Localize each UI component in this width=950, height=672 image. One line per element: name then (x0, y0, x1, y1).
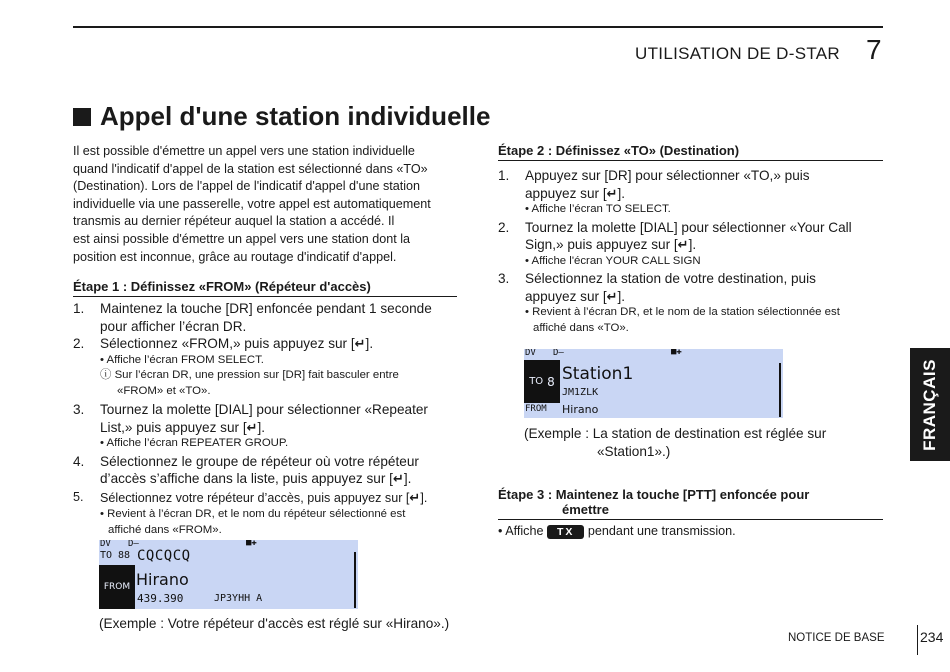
sub-note: • Affiche l’écran TO SELECT. (525, 203, 671, 215)
lcd-display-from (99, 540, 358, 609)
step-text: Tournez la molette [DIAL] pour sélectionner «Your Call (525, 219, 852, 235)
step1-heading: Étape 1 : Définissez «FROM» (Répéteur d'accès) (73, 279, 457, 297)
intro-line: Il est possible d'émettre un appel vers une station individuelle (73, 144, 415, 158)
enter-key-icon: ↵ (606, 288, 618, 304)
lcd-to-name: Station1 (562, 364, 634, 384)
step-text: Sélectionnez «FROM,» puis appuyez sur [ (100, 336, 355, 352)
info-icon: ⓘ (100, 369, 112, 382)
intro-line: position est inconnue, grâce au routage d'indicatif d'appel. (73, 249, 397, 264)
section-title-text: Appel d'une station individuelle (100, 101, 491, 131)
lcd-to-label: TO (100, 550, 113, 561)
sub-note: • Affiche l'écran YOUR CALL SIGN (525, 254, 701, 267)
step-number: 1. (73, 301, 85, 317)
step2-item-3 (498, 270, 883, 336)
intro-line: est ainsi possible d'émettre un appel vers une station dont la (73, 231, 411, 246)
step3-heading-line: Étape 3 : Maintenez la touche [PTT] enfoncée pour (498, 487, 810, 502)
step1-list (73, 300, 457, 488)
step-text: Maintenez la touche [DR] enfoncée pendant 1 seconde (100, 301, 432, 317)
footer-rule (917, 625, 918, 655)
step-number: 4. (73, 453, 85, 469)
step3-heading-line: émettre (562, 502, 609, 517)
lcd-to-callsign: JM1ZLK (562, 387, 599, 398)
lcd-signal-icon: ■✚ (671, 349, 682, 357)
step-number: 1. (498, 168, 510, 183)
tx-indicator-icon: TX (547, 525, 584, 539)
step-text: pour afficher l’écran DR. (100, 318, 247, 334)
step-text: ]. (420, 490, 428, 505)
step-text: ]. (617, 185, 626, 201)
intro-line: quand l'indicatif d'appel de la station est sélectionné dans «TO» (73, 161, 428, 176)
sub-note: affiché dans «TO». (533, 321, 629, 334)
step1-item-5 (73, 489, 457, 539)
step2-list (498, 167, 883, 336)
enter-key-icon: ↵ (409, 489, 421, 505)
intro-paragraph (73, 143, 457, 266)
lcd-edge (779, 363, 781, 417)
lcd-d-label: D– (553, 349, 564, 358)
chapter-number: 7 (866, 34, 882, 65)
step-text: ]. (257, 419, 266, 435)
lcd-from-name: Hirano (136, 570, 189, 589)
language-tab-label: FRANÇAIS (920, 358, 939, 451)
chapter-title: UTILISATION DE D-STAR (635, 44, 840, 63)
step1-item-3 (73, 401, 457, 452)
step-number: 3. (498, 271, 510, 286)
step3-text: • Affiche (498, 524, 547, 538)
sub-note: «FROM» et «TO». (117, 384, 211, 397)
lcd-from-label: FROM (99, 565, 135, 609)
section-bullet-icon (73, 108, 91, 126)
enter-key-icon: ↵ (606, 185, 618, 201)
sub-note: Sur l’écran DR, une pression sur [DR] fait basculer entre (111, 369, 399, 382)
step-number: 2. (73, 336, 85, 352)
step-text: Sélectionnez le groupe de répéteur où votre répéteur (100, 453, 419, 469)
step-text: appuyez sur [ (525, 288, 607, 304)
caption-line: (Exemple : La station de destination est réglée sur (524, 426, 827, 441)
lcd-to-icon: 8 (547, 374, 555, 389)
right-column (498, 143, 883, 336)
lcd-from-value: Hirano (562, 403, 599, 416)
lcd-to-value: CQCQCQ (137, 548, 191, 564)
step-text: Appuyez sur [DR] pour sélectionner «TO,» puis (525, 168, 810, 183)
lcd-to-label: TO (529, 376, 544, 387)
enter-key-icon: ↵ (392, 471, 404, 487)
step1-list-cont (73, 489, 457, 539)
step-number: 5. (73, 489, 84, 504)
enter-key-icon: ↵ (354, 336, 366, 352)
sub-note: • Revient à l’écran DR, et le nom de la station sélectionnée est (525, 306, 840, 318)
intro-line: (Destination). Lors de l'appel de l'indicatif d'appel d'une station (73, 179, 421, 194)
sub-note: • Affiche l’écran FROM SELECT. (100, 353, 264, 366)
left-column (73, 143, 457, 538)
section-title (73, 101, 490, 132)
lcd-signal-icon: ■✚ (246, 540, 257, 548)
lcd-display-to (524, 349, 783, 418)
lcd-dv-label: DV (100, 540, 111, 549)
sub-note: affiché dans «FROM». (108, 523, 222, 536)
step-text: appuyez sur [ (525, 185, 607, 201)
step-text: Sélectionnez votre répéteur d’accès, puis appuyez sur [ (100, 490, 410, 505)
page-number: 234 (920, 629, 944, 645)
step1-item-1 (73, 300, 457, 335)
step-text: Tournez la molette [DIAL] pour sélectionner «Repeater (100, 402, 428, 418)
step3-heading (498, 487, 883, 520)
intro-line: individuelle via une passerelle, votre appel est automatiquement (73, 196, 431, 211)
step3-note (498, 524, 883, 539)
lcd-frequency: 439.390 (137, 592, 184, 605)
lcd-d-label: D– (128, 540, 139, 549)
step-number: 3. (73, 402, 85, 418)
lcd-to-block (524, 360, 560, 403)
sub-note: • Affiche l’écran REPEATER GROUP. (100, 437, 289, 450)
lcd-from-label: FROM (525, 404, 547, 414)
step-text: ]. (688, 237, 697, 252)
step-text: ]. (403, 471, 412, 487)
lcd-dv-label: DV (525, 349, 536, 358)
step2-item-2 (498, 219, 883, 270)
language-tab (910, 348, 950, 461)
header-rule (73, 26, 883, 28)
step-text: d’accès s’affiche dans la liste, puis appuyez sur [ (100, 471, 393, 487)
lcd-edge (354, 552, 356, 608)
footer-label: NOTICE DE BASE (788, 632, 885, 644)
sub-note: • Revient à l’écran DR, et le nom du répéteur sélectionné est (100, 508, 406, 521)
step2-caption (524, 425, 826, 460)
lcd-to-icon: 88 (118, 550, 131, 561)
step3-block (498, 487, 883, 539)
step-text: Sélectionnez la station de votre destination, puis (525, 271, 816, 286)
enter-key-icon: ↵ (246, 419, 258, 435)
enter-key-icon: ↵ (677, 237, 689, 252)
step-text: ]. (617, 288, 626, 304)
caption-line: «Station1».) (597, 443, 671, 459)
step1-item-4 (73, 453, 457, 488)
step2-item-1 (498, 167, 883, 218)
step3-text: pendant une transmission. (584, 524, 736, 538)
step2-heading: Étape 2 : Définissez «TO» (Destination) (498, 143, 883, 161)
step-text: ]. (365, 336, 374, 352)
step1-caption: (Exemple : Votre répéteur d'accès est réglé sur «Hirano».) (99, 616, 450, 631)
step1-item-2 (73, 335, 457, 399)
intro-line: transmis au dernier répéteur auquel la station a accédé. Il (73, 214, 395, 229)
step-text: Sign,» puis appuyez sur [ (525, 237, 678, 252)
step-number: 2. (498, 219, 510, 235)
lcd-callsign: JP3YHH A (214, 593, 263, 604)
step-text: List,» puis appuyez sur [ (100, 419, 247, 435)
